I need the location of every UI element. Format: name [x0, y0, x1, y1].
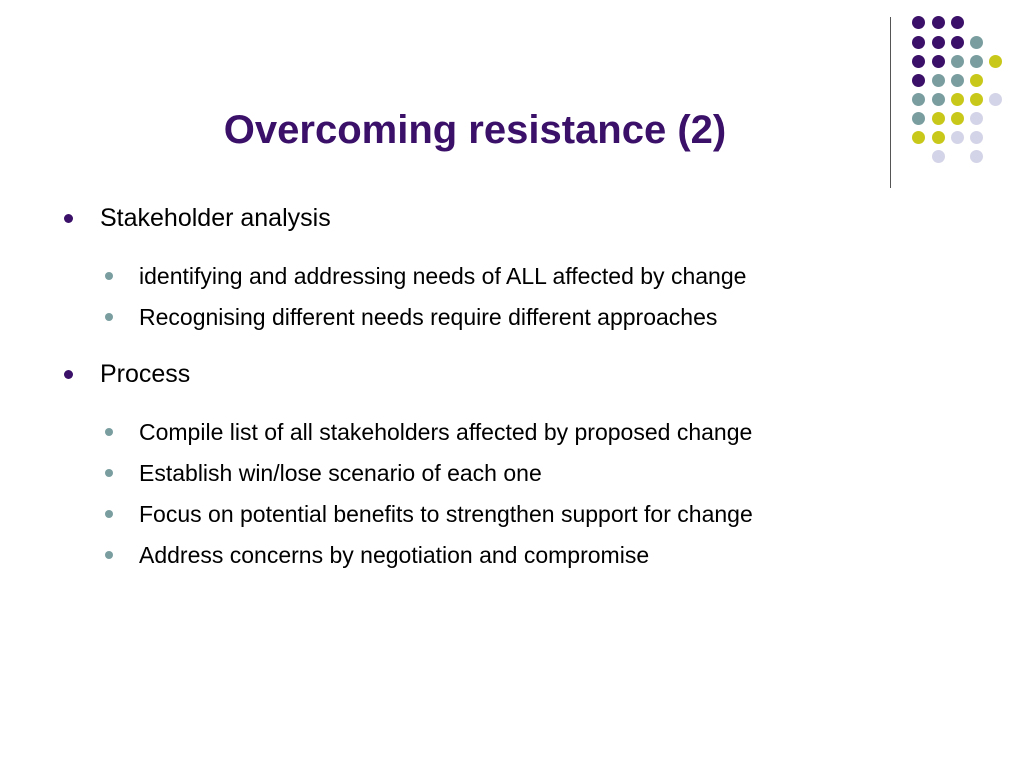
decorative-dot	[970, 36, 983, 49]
decorative-dot	[912, 112, 925, 125]
section-heading-stakeholder-analysis: Stakeholder analysis	[100, 204, 331, 232]
decorative-dot	[951, 16, 964, 29]
decorative-dot	[989, 93, 1002, 106]
decorative-dot	[951, 93, 964, 106]
bullet-icon	[64, 214, 73, 223]
sub-bullet-icon	[105, 428, 113, 436]
bullet-icon	[64, 370, 73, 379]
decorative-dot	[912, 74, 925, 87]
decorative-dot	[970, 112, 983, 125]
decorative-dot-grid	[0, 0, 1024, 200]
vertical-divider	[890, 17, 891, 188]
sub-bullet-icon	[105, 469, 113, 477]
decorative-dot	[912, 36, 925, 49]
decorative-dot	[912, 55, 925, 68]
decorative-dot	[912, 131, 925, 144]
decorative-dot	[989, 55, 1002, 68]
decorative-dot	[970, 131, 983, 144]
decorative-dot	[951, 112, 964, 125]
sub-bullet-icon	[105, 313, 113, 321]
decorative-dot	[970, 74, 983, 87]
section-heading-process: Process	[100, 360, 191, 388]
list-item: Focus on potential benefits to strengthen support for change	[139, 501, 753, 527]
decorative-dot	[970, 55, 983, 68]
decorative-dot	[932, 93, 945, 106]
decorative-dot	[951, 74, 964, 87]
decorative-dot	[951, 36, 964, 49]
decorative-dot	[932, 131, 945, 144]
decorative-dot	[932, 36, 945, 49]
decorative-dot	[932, 55, 945, 68]
decorative-dot	[951, 55, 964, 68]
list-item: Recognising different needs require different approaches	[139, 304, 718, 330]
list-item: Address concerns by negotiation and compromise	[139, 542, 650, 568]
slide-title: Overcoming resistance (2)	[223, 108, 727, 152]
decorative-dot	[951, 131, 964, 144]
decorative-dot	[912, 16, 925, 29]
sub-bullet-icon	[105, 551, 113, 559]
decorative-dot	[970, 93, 983, 106]
list-item: Compile list of all stakeholders affected by proposed change	[139, 419, 753, 445]
sub-bullet-icon	[105, 510, 113, 518]
list-item: identifying and addressing needs of ALL affected by change	[139, 263, 747, 289]
sub-bullet-icon	[105, 272, 113, 280]
decorative-dot	[932, 74, 945, 87]
decorative-dot	[932, 112, 945, 125]
decorative-dot	[912, 93, 925, 106]
list-item: Establish win/lose scenario of each one	[139, 460, 542, 486]
decorative-dot	[970, 150, 983, 163]
decorative-dot	[932, 16, 945, 29]
decorative-dot	[932, 150, 945, 163]
